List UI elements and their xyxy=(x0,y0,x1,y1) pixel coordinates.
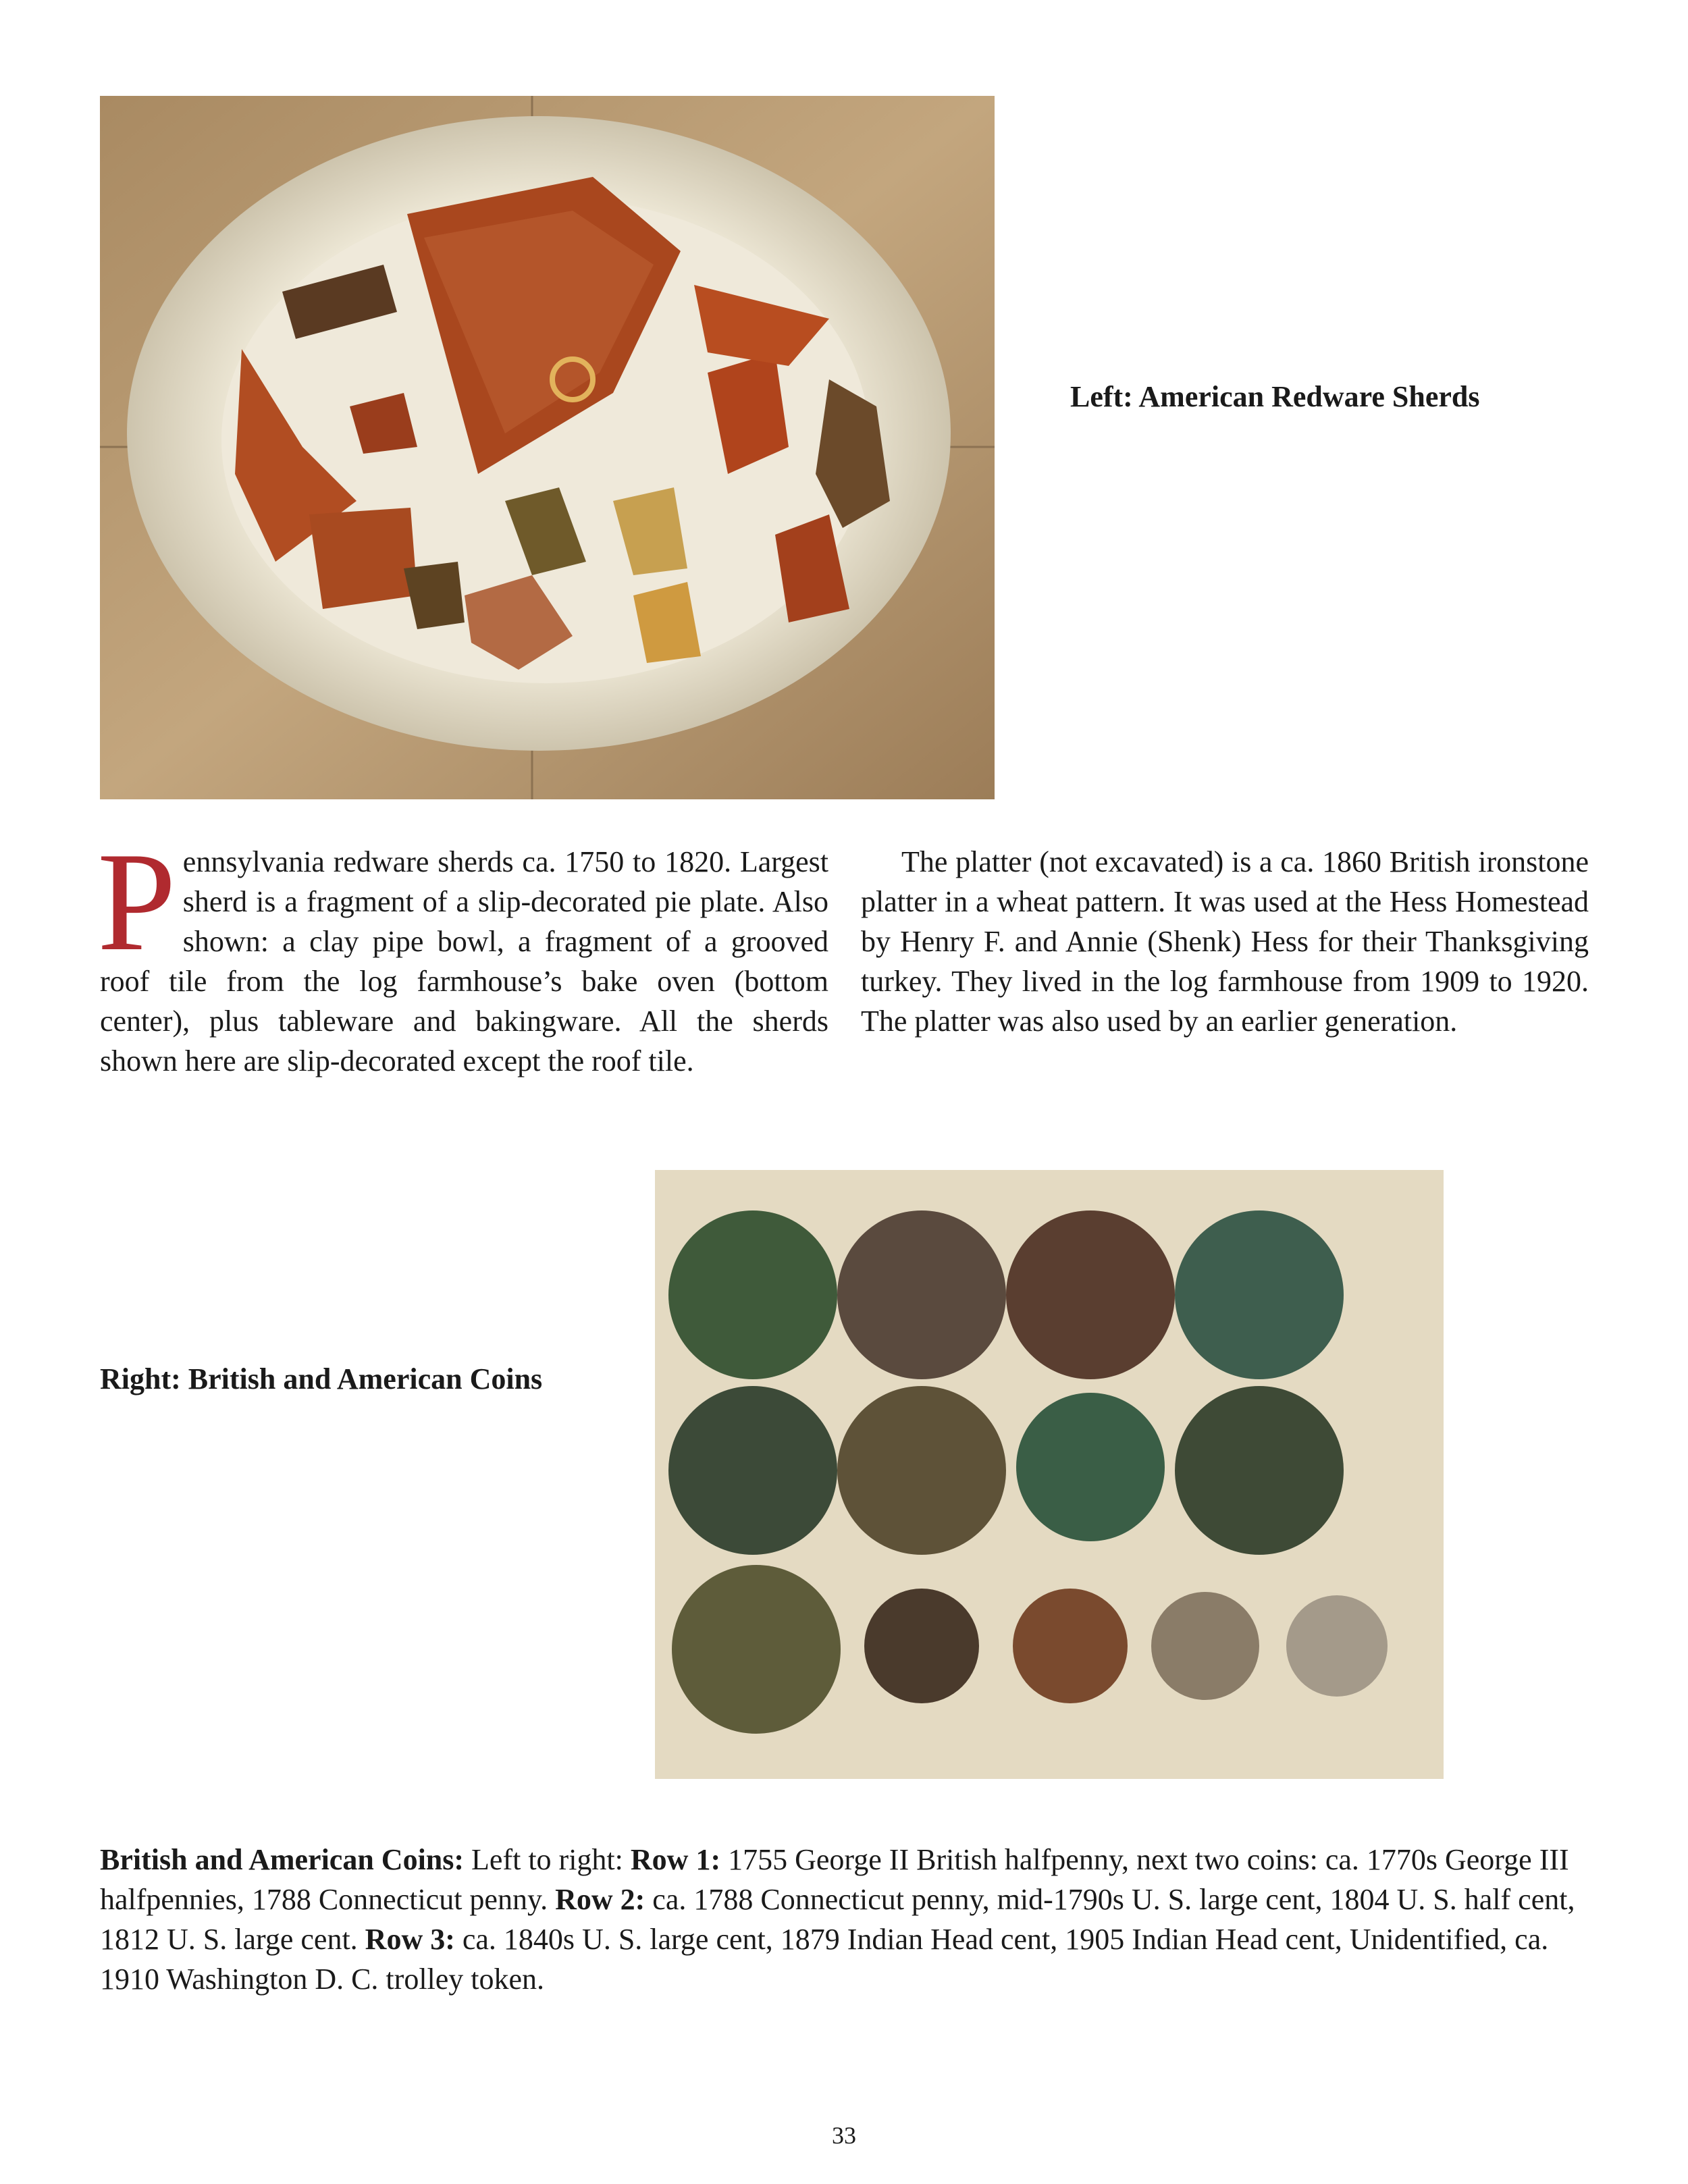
coins-side-caption: Right: British and American Coins xyxy=(100,1362,543,1395)
row1-text: 1755 George II British halfpenny, next two coins: ca. 1770s George III halfpennies, 1788 Connecticut penny. xyxy=(100,1843,1569,1916)
row2-label: Row 2: xyxy=(555,1883,645,1916)
platter-paragraph-text: The platter (not excavated) is a ca. 1860 British ironstone platter in a wheat pattern. It was used at the Hess Homestead by Henry F. and Annie (Shenk) Hess for their Thanksgiving turkey. They lived in the log farmhouse from 1909 to 1920. The platter was also used by an earlier generation. xyxy=(861,845,1589,1038)
coins-caption-lead: British and American Coins: xyxy=(100,1843,465,1876)
redware-paragraph-text: ennsylvania redware sherds ca. 1750 to 1820. Largest sherd is a fragment of a slip-decorated pie plate. Also shown: a clay pipe bowl, a fragment of a grooved roof tile from the log farmhouse’s bake oven (bottom center), plus tableware and bakingware. All the sherds shown here are slip-decorated except the roof tile. xyxy=(100,845,828,1077)
row2-text: ca. 1788 Connecticut penny, mid-1790s U. S. large cent, 1804 U. S. half cent, 1812 U. S. large cent. xyxy=(100,1883,1575,1956)
page-number: 33 xyxy=(832,2122,856,2149)
platter-paragraph xyxy=(861,842,1589,1041)
coins-intro: Left to right: xyxy=(471,1843,623,1876)
redware-paragraph xyxy=(97,824,828,1081)
coins-photo xyxy=(655,1170,1444,1779)
drop-cap: P xyxy=(97,824,176,980)
row1-label: Row 1: xyxy=(630,1843,721,1876)
row3-text: ca. 1840s U. S. large cent, 1879 Indian Head cent, 1905 Indian Head cent, Unidentified, ca. 1910 Washington D. C. trolley token. xyxy=(100,1923,1549,1996)
redware-caption: Left: American Redware Sherds xyxy=(1070,380,1480,413)
row3-label: Row 3: xyxy=(365,1923,455,1956)
redware-sherds-photo xyxy=(100,96,995,799)
coins-caption xyxy=(100,1840,1599,1999)
